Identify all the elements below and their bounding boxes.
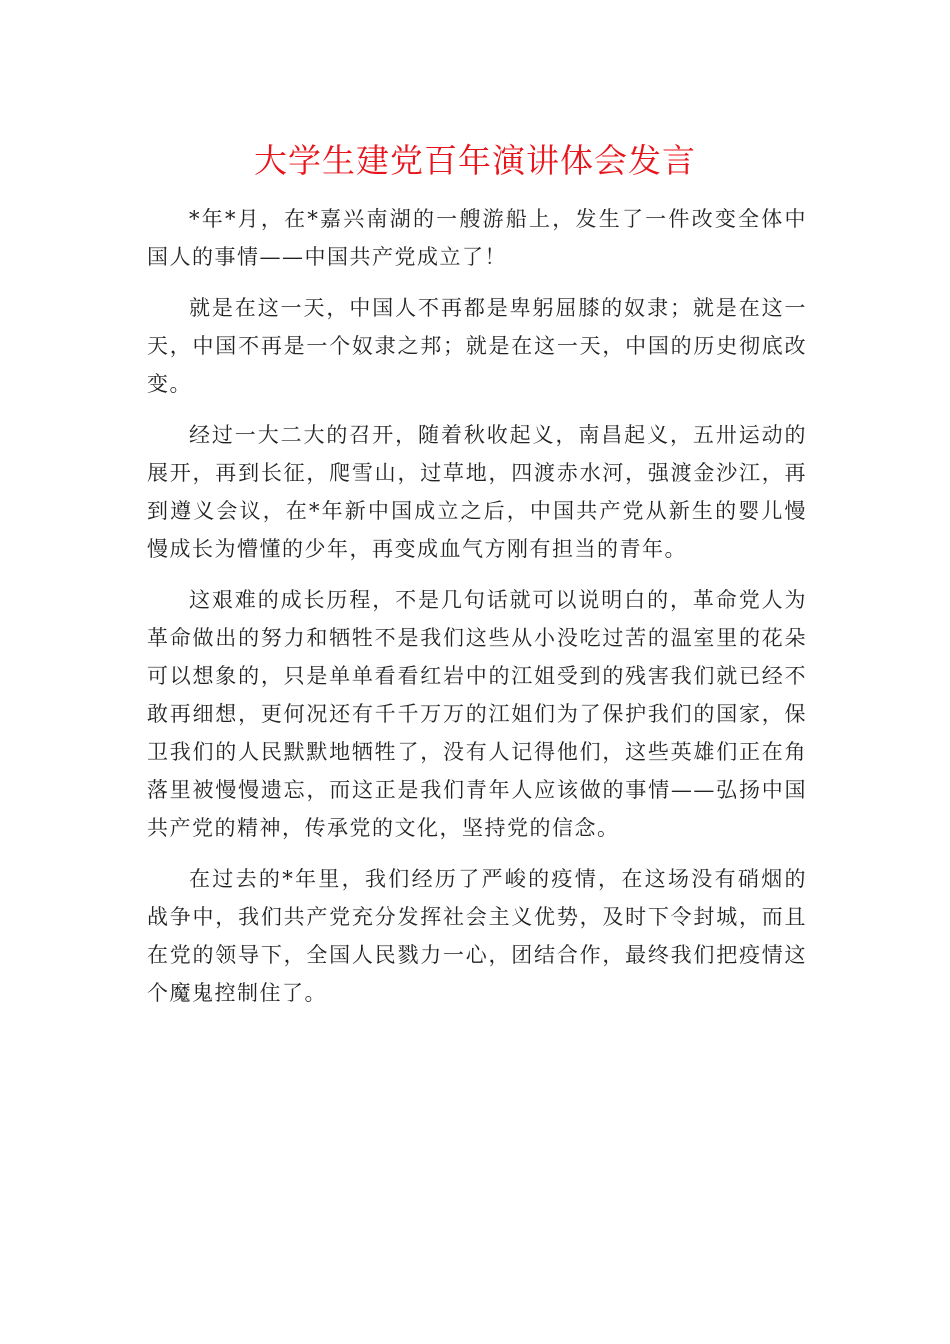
document-body	[147, 200, 807, 1025]
paragraph-4: 这艰难的成长历程，不是几句话就可以说明白的，革命党人为革命做出的努力和牺牲不是我们这些从小没吃过苦的温室里的花朵可以想象的，只是单单看看红岩中的江姐受到的残害我们就已经不敢再细想，更何况还有千千万万的江姐们为了保护我们的国家，保卫我们的人民默默地牺牲了，没有人记得他们，这些英雄们正在角落里被慢慢遗忘，而这正是我们青年人应该做的事情——弘扬中国共产党的精神，传承党的文化，坚持党的信念。	[147, 588, 807, 840]
page-title: 大学生建党百年演讲体会发言	[254, 141, 696, 180]
paragraph-3: 经过一大二大的召开，随着秋收起义，南昌起义，五卅运动的展开，再到长征，爬雪山，过草地，四渡赤水河，强渡金沙江，再到遵义会议，在*年新中国成立之后，中国共产党从新生的婴儿慢慢成长为懵懂的少年，再变成血气方刚有担当的青年。	[147, 423, 807, 561]
paragraph-5: 在过去的*年里，我们经历了严峻的疫情，在这场没有硝烟的战争中，我们共产党充分发挥社会主义优势，及时下令封城，而且在党的领导下，全国人民戮力一心，团结合作，最终我们把疫情这个魔鬼控制住了。	[147, 867, 807, 1005]
paragraph-1: *年*月，在*嘉兴南湖的一艘游船上，发生了一件改变全体中国人的事情——中国共产党成立了！	[147, 207, 807, 269]
paragraph-2: 就是在这一天，中国人不再都是卑躬屈膝的奴隶；就是在这一天，中国不再是一个奴隶之邦；就是在这一天，中国的历史彻底改变。	[147, 296, 807, 396]
